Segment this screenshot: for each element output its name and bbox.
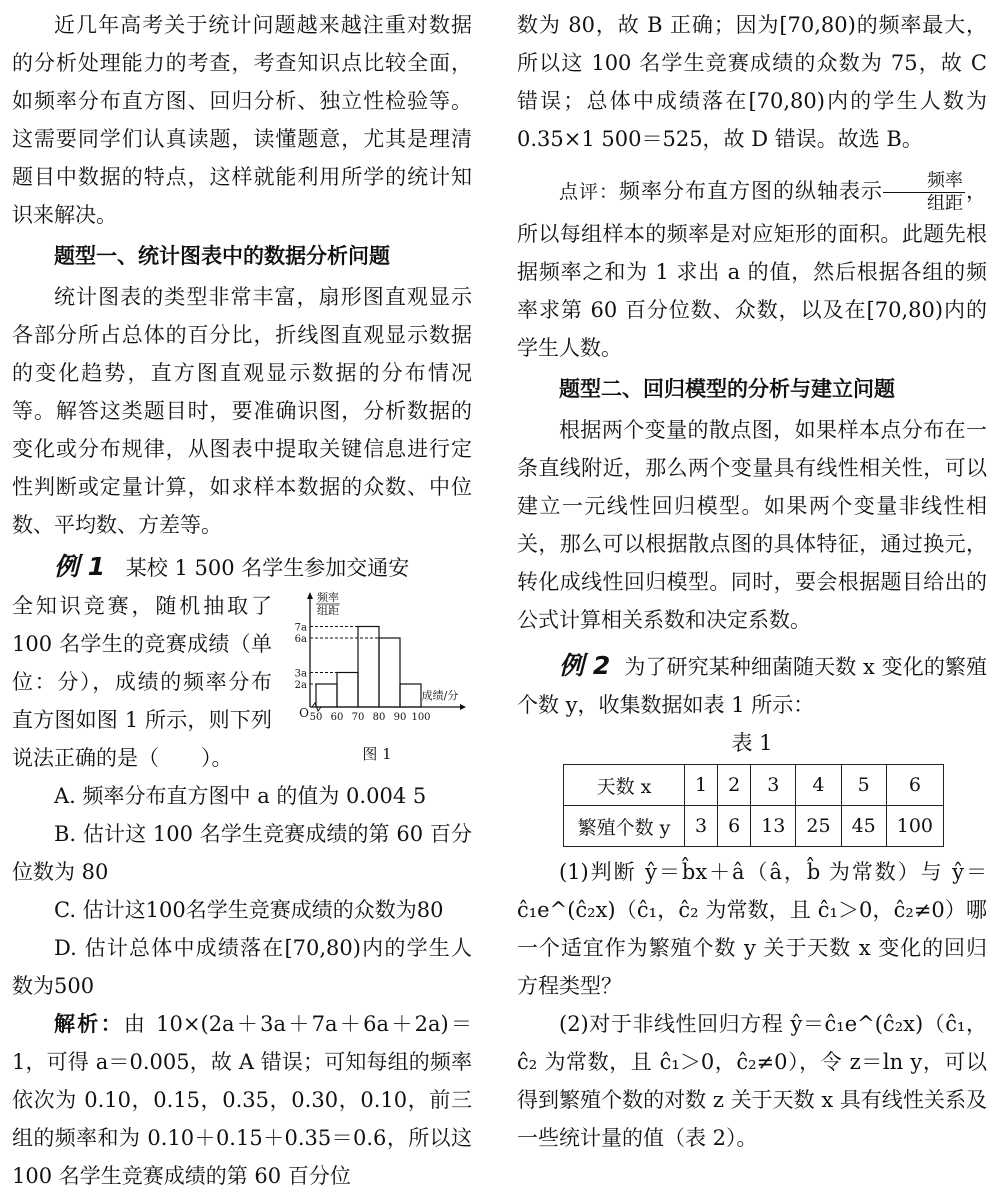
y-tick-label: 7a	[294, 622, 307, 634]
question-2: (2)对于非线性回归方程 ŷ＝ĉ₁e^(ĉ₂x)（ĉ₁，ĉ₂ 为常数，且 ĉ₁＞0，ĉ₂≠0），令 z＝ln y，可以得到繁殖个数的对数 z 关于天数 x 具有线性关系及一些统计量的值（表 2）。	[517, 1012, 987, 1150]
option-d: D. 估计总体中成绩落在[70,80)内的学生人数为500	[12, 936, 472, 998]
x-tick-label: 100	[411, 712, 431, 723]
comment-text-b: ，所以每组样本的频率是对应矩形的面积。此题先根据频率之和为 1 求出 a 的值，然后根据各组的频率求第 60 百分位数、众数，以及在[70,80)内的学生人数。	[517, 179, 987, 360]
y-tick-label: 3a	[294, 668, 307, 680]
example2-stem	[517, 647, 987, 724]
x-tick-label: 50	[309, 712, 323, 723]
left-column	[12, 6, 472, 1195]
option-c: C. 估计这100名学生竞赛成绩的众数为80	[54, 898, 444, 922]
right-column	[517, 6, 987, 1157]
x-axis-label: 成绩/分	[421, 689, 459, 702]
table-cell: 5	[841, 765, 886, 806]
x-tick-label: 90	[393, 712, 407, 723]
example2-text: 为了研究某种细菌随天数 x 变化的繁殖个数 y，收集数据如表 1 所示：	[517, 655, 987, 717]
table-cell: 25	[796, 806, 841, 847]
table-row-header: 繁殖个数 y	[564, 806, 685, 847]
histogram-bar	[316, 684, 337, 707]
table-cell: 13	[751, 806, 796, 847]
table-cell: 1	[685, 765, 718, 806]
histogram-bar	[379, 638, 400, 707]
example1-wrap	[12, 587, 472, 777]
origin-label: O	[299, 706, 309, 720]
table-cell: 100	[886, 806, 943, 847]
figure1	[282, 589, 472, 765]
x-tick-label: 60	[330, 712, 344, 723]
x-axis-arrow	[460, 704, 466, 710]
ylabel-numerator: 频率	[317, 591, 339, 604]
table-cell: 45	[841, 806, 886, 847]
section2-paragraph: 根据两个变量的散点图，如果样本点分布在一条直线附近，那么两个变量具有线性相关性，可以建立一元线性回归模型。如果两个变量非线性相关，那么可以根据散点图的具体特征，通过换元，转化成线性回归模型。同时，要会根据题目给出的公式计算相关系数和决定系数。	[517, 418, 987, 632]
table-cell: 3	[685, 806, 718, 847]
table-cell: 3	[751, 765, 796, 806]
table-cell: 2	[718, 765, 751, 806]
example1-stem-rest: 全知识竞赛，随机抽取了 100 名学生的竞赛成绩（单位：分），成绩的频率分布直方图如图 1 所示，则下列说法正确的是（ ）。	[12, 594, 272, 770]
solution-label: 解析：	[54, 1012, 124, 1036]
table-cell: 6	[718, 806, 751, 847]
comment-label: 点评：	[559, 181, 619, 203]
example1-stem	[12, 548, 472, 587]
table-cell: 4	[796, 765, 841, 806]
table-row	[564, 806, 944, 847]
histogram-bar	[400, 684, 421, 707]
fraction-numerator: 频率	[883, 170, 965, 193]
histogram-bar	[337, 673, 358, 708]
fraction-denominator: 组距	[927, 193, 963, 214]
y-tick-label: 6a	[294, 634, 307, 645]
table-row	[564, 765, 944, 806]
y-tick-label: 2a	[294, 680, 307, 691]
histogram-bar	[358, 627, 379, 708]
x-tick-label: 70	[351, 712, 365, 723]
ylabel-denominator: 组距	[317, 604, 339, 617]
solution-paragraph	[12, 1005, 472, 1195]
table-row-header: 天数 x	[564, 765, 685, 806]
comment-text-a: 频率分布直方图的纵轴表示	[619, 179, 883, 203]
table1-caption: 表 1	[731, 731, 773, 755]
y-axis-arrow	[307, 592, 313, 599]
table1	[563, 764, 944, 847]
fraction-freq-over-width	[883, 170, 965, 215]
example1-stem-text-first: 某校 1 500 名学生参加交通安	[125, 556, 410, 580]
x-tick-label: 80	[372, 712, 386, 723]
section-heading-2: 题型二、回归模型的分析与建立问题	[559, 377, 895, 401]
section1-paragraph: 统计图表的类型非常丰富，扇形图直观显示各部分所占总体的百分比，折线图直观显示数据的变化趋势，直方图直观显示数据的分布情况等。解答这类题目时，要准确识图，分析数据的变化或分布规律，从图表中提取关键信息进行定性判断或定量计算，如求样本数据的众数、中位数、平均数、方差等。	[12, 285, 472, 537]
section-heading-1: 题型一、统计图表中的数据分析问题	[54, 244, 390, 268]
comment-paragraph	[517, 170, 987, 367]
intro-paragraph: 近几年高考关于统计问题越来越注重对数据的分析处理能力的考查，考查知识点比较全面，如频率分布直方图、回归分析、独立性检验等。这需要同学们认真读题，读懂题意，尤其是理清题目中数据的特点，这样就能利用所学的统计知识来解决。	[12, 13, 472, 227]
table-cell: 6	[886, 765, 943, 806]
example2-label: 例 2	[559, 651, 611, 680]
solution-text: 由 10×(2a＋3a＋7a＋6a＋2a)＝1，可得 a＝0.005，故 A 错误；可知每组的频率依次为 0.10，0.15，0.35，0.30，0.10，前三组的频率和为 0.10＋0.15＋0.35＝0.6，所以这 100 名学生竞赛成绩的第 60 百分位	[12, 1012, 472, 1188]
figure1-caption: 图 1	[362, 745, 392, 763]
solution-continued: 数为 80，故 B 正确；因为[70,80)的频率最大，所以这 100 名学生竞赛成绩的众数为 75，故 C 错误；总体中成绩落在[70,80)内的学生人数为 0.35×1 500＝525，故 D 错误。故选 B。	[517, 13, 987, 151]
histogram-chart	[282, 589, 472, 739]
question-1: (1)判断 ŷ＝b̂x＋â（â，b̂ 为常数）与 ŷ＝ĉ₁e^(ĉ₂x)（ĉ₁，ĉ₂ 为常数，且 ĉ₁＞0，ĉ₂≠0）哪一个适宜作为繁殖个数 y 关于天数 x 变化的回归方程类型？	[517, 860, 987, 998]
example1-label: 例 1	[54, 552, 106, 581]
option-b: B. 估计这 100 名学生竞赛成绩的第 60 百分位数为 80	[12, 822, 472, 884]
option-a: A. 频率分布直方图中 a 的值为 0.004 5	[54, 784, 427, 808]
